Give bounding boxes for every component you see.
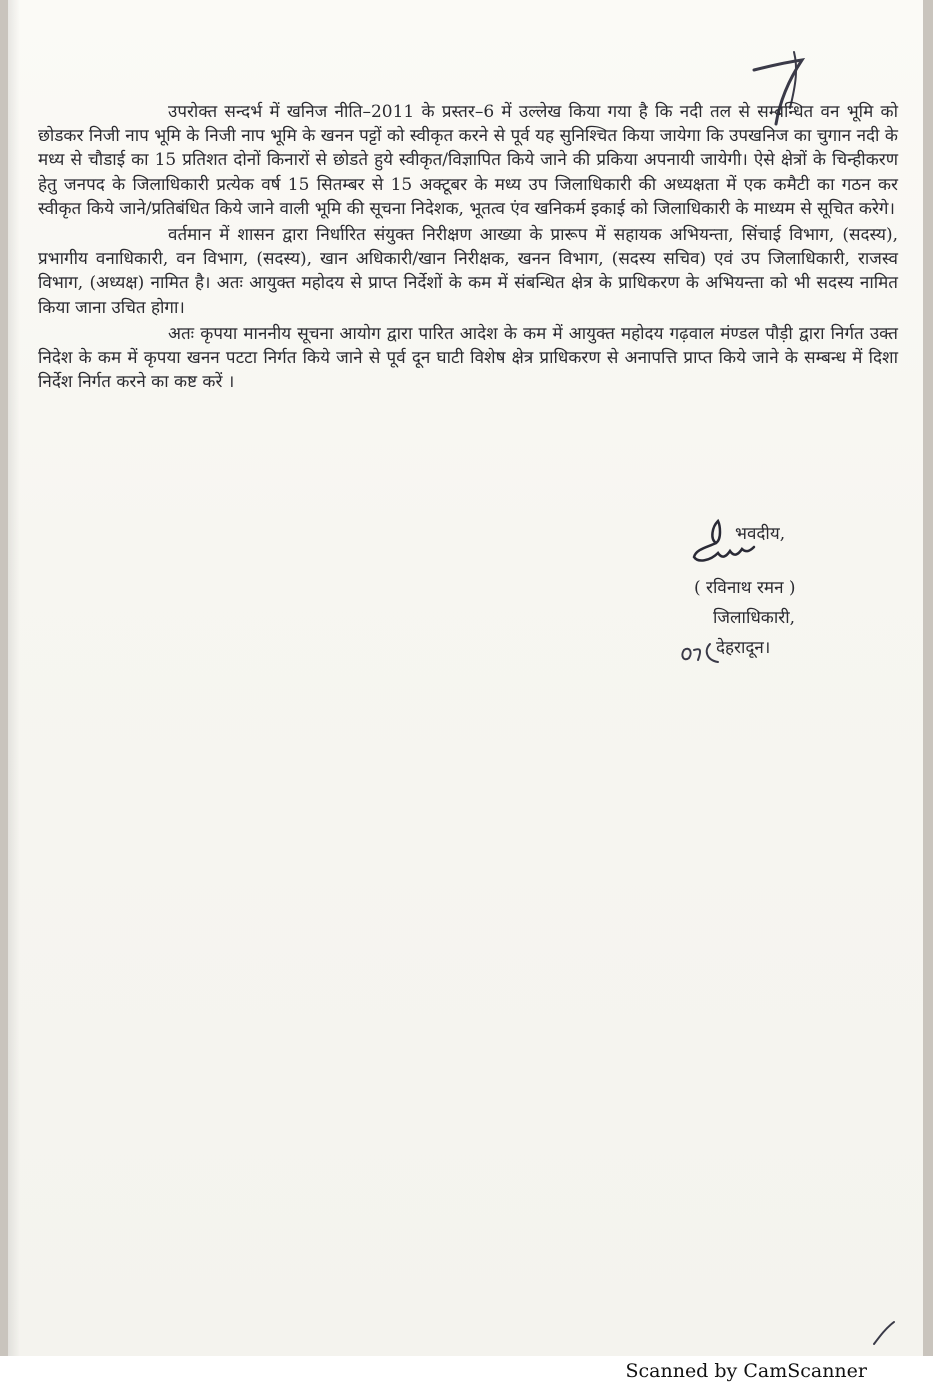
signer-location: देहरादून। xyxy=(716,638,771,658)
signer-name: ( रविनाथ रमन ) xyxy=(694,578,796,598)
closing-salutation: भवदीय, xyxy=(735,524,786,544)
scanner-credit: Scanned by CamScanner xyxy=(625,1360,867,1382)
paragraph-inspection-committee: वर्तमान में शासन द्वारा निर्धारित संयुक्त निरीक्षण आख्या के प्रारूप में सहायक अभियन्ता, सिंचाई विभाग, (सदस्य), प्रभागीय वनाधिकारी, वन विभाग, (सदस्य), खान अधिकारी/खान निरीक्षक, खनन विभाग, (सदस्य सचिव) एवं उप जिलाधिकारी, राजस्व विभाग, (अध्यक्ष) नामित है। अतः आयुक्त महोदय से प्राप्त निर्देशों के कम में संबन्धित क्षेत्र के प्राधिकरण के अभियन्ता को भी सदस्य नामित किया जाना उचित होगा। xyxy=(38,225,898,318)
letter-body xyxy=(38,100,898,394)
stray-pen-mark xyxy=(868,1318,898,1348)
paragraph-request: अतः कृपया माननीय सूचना आयोग द्वारा पारित आदेश के कम में आयुक्त महोदय गढ़वाल मंण्डल पौड़ी द्वारा निर्गत उक्त निदेश के कम में कृपया खनन पटटा निर्गत किये जाने से पूर्व दून घाटी विशेष क्षेत्र प्राधिकरण से अनापत्ति प्राप्त किये जाने के सम्बन्ध में दिशा निर्देश निर्गत करने का कष्ट करें । xyxy=(38,323,898,393)
signer-designation: जिलाधिकारी, xyxy=(713,608,796,628)
page-edge-shadow xyxy=(8,0,20,1356)
scanner-footer xyxy=(0,1356,933,1386)
signature-block xyxy=(678,515,898,675)
scanned-page xyxy=(8,0,923,1356)
paragraph-mining-policy: उपरोक्त सन्दर्भ में खनिज नीति–2011 के प्रस्तर–6 में उल्लेख किया गया है कि नदी तल से सम्बन्धित वन भूमि को छोडकर निजी नाप भूमि के निजी नाप भूमि के खनन पट्टों को स्वीकृत करने से पूर्व यह सुनिश्चित किया जायेगा कि उपखनिज का चुगान नदी के मध्य से चौडाई का 15 प्रतिशत दोनों किनारों से छोडते हुये स्वीकृत/विज्ञापित किये जाने की प्रकिया अपनायी जायेगी। ऐसे क्षेत्रों के चिन्हीकरण हेतु जनपद के जिलाधिकारी प्रत्येक वर्ष 15 सितम्बर से 15 अक्टूबर के मध्य उप जिलाधिकारी की अध्यक्षता में एक कमैटी का गठन कर स्वीकृत किये जाने/प्रतिबंधित किये जाने वाली भूमि की सूचना निदेशक, भूतत्व एंव खनिकर्म इकाई को जिलाधिकारी के माध्यम से सूचित करेगे। xyxy=(38,102,898,219)
